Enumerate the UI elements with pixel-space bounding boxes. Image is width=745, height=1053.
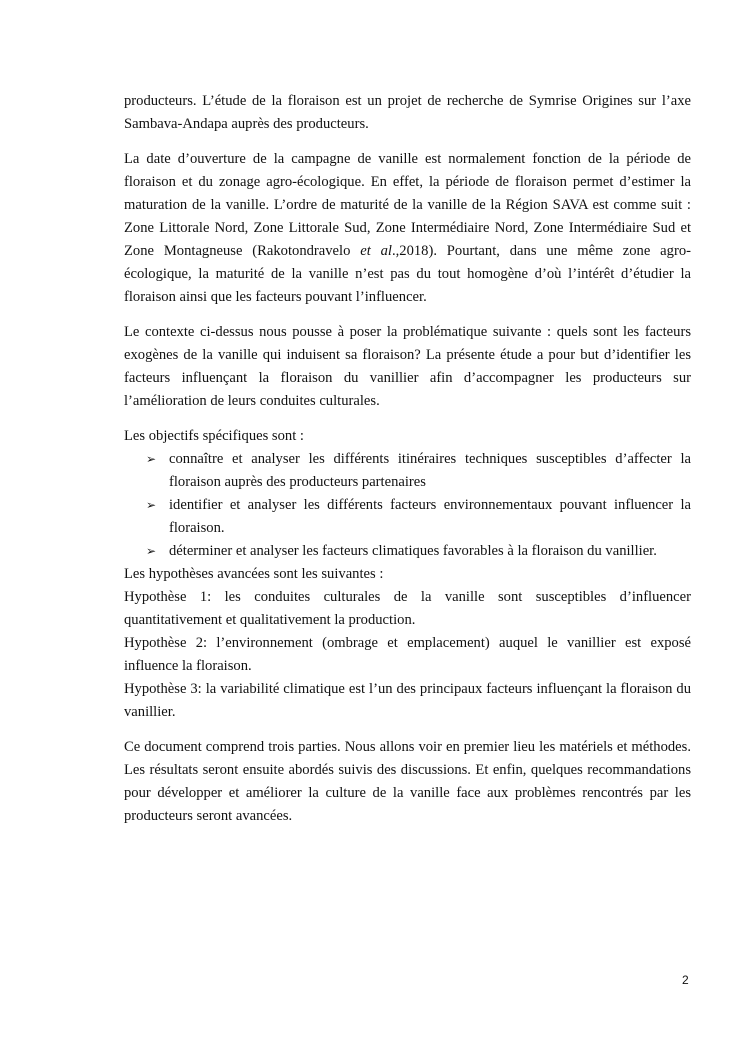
list-item xyxy=(124,494,691,540)
objectives-intro: Les objectifs spécifiques sont : xyxy=(124,428,304,444)
hypothesis-2: Hypothèse 2: l’environnement (ombrage et emplacement) auquel le vanillier est exposé influence la floraison. xyxy=(124,635,691,674)
arrowhead-bullet-icon: ➢ xyxy=(146,452,157,466)
hypothesis-1: Hypothèse 1: les conduites culturales de la vanille sont susceptibles d’influencer quantitativement et qualitativement la production. xyxy=(124,589,691,628)
paragraph-intro-continuation: producteurs. L’étude de la floraison est un projet de recherche de Symrise Origines sur l’axe Sambava-Andapa auprès des producteurs. xyxy=(124,93,691,132)
objectives-list xyxy=(124,448,691,563)
body-text xyxy=(124,90,691,828)
objective-text: déterminer et analyser les facteurs climatiques favorables à la floraison du vanillier. xyxy=(169,543,657,559)
arrowhead-bullet-icon: ➢ xyxy=(146,498,157,512)
list-item xyxy=(124,448,691,494)
paragraph-vanilla-campaign-end: .,2018). Pourtant, dans une même zone agro-écologique, la maturité de la vanille n’est pas du tout homogène d’où l’intérêt d’étudier la floraison ainsi que les facteurs pouvant l’influencer. xyxy=(124,243,691,305)
paragraph-document-structure: Ce document comprend trois parties. Nous allons voir en premier lieu les matériels et méthodes. Les résultats seront ensuite abordés suivis des discussions. Et enfin, quelques recommandations pour développer et améliorer la culture de la vanille face aux problèmes rencontrés par les producteurs seront avancées. xyxy=(124,739,691,824)
paragraph-vanilla-campaign-start: La date d’ouverture de la campagne de vanille est normalement fonction de la période de floraison et du zonage agro-écologique. En effet, la période de floraison permet d’estimer la maturation de la vanille. L’ordre de maturité de la vanille de la Région SAVA est comme suit : Zone Littorale Nord, Zone Littorale Sud, Zone Intermédiaire Nord, Zone Intermédiaire Sud et Zone Montagneuse (Rakotondravelo xyxy=(124,151,691,259)
list-item xyxy=(124,540,691,563)
objective-text: identifier et analyser les différents facteurs environnementaux pouvant influencer la floraison. xyxy=(169,497,691,536)
hypothesis-3: Hypothèse 3: la variabilité climatique est l’un des principaux facteurs influençant la floraison du vanillier. xyxy=(124,681,691,720)
objective-text: connaître et analyser les différents itinéraires techniques susceptibles d’affecter la floraison auprès des producteurs partenaires xyxy=(169,451,691,490)
paragraph-vanilla-campaign xyxy=(124,148,691,309)
hypotheses-intro: Les hypothèses avancées sont les suivantes : xyxy=(124,566,384,582)
citation-et-al: et al xyxy=(360,243,392,259)
arrowhead-bullet-icon: ➢ xyxy=(146,544,157,558)
page-number: 2 xyxy=(682,973,689,987)
paragraph-problem-statement: Le contexte ci-dessus nous pousse à poser la problématique suivante : quels sont les facteurs exogènes de la vanille qui induisent sa floraison? La présente étude a pour but d’identifier les facteurs influençant la floraison du vanillier afin d’accompagner les producteurs sur l’amélioration de leurs conduites culturales. xyxy=(124,324,691,409)
